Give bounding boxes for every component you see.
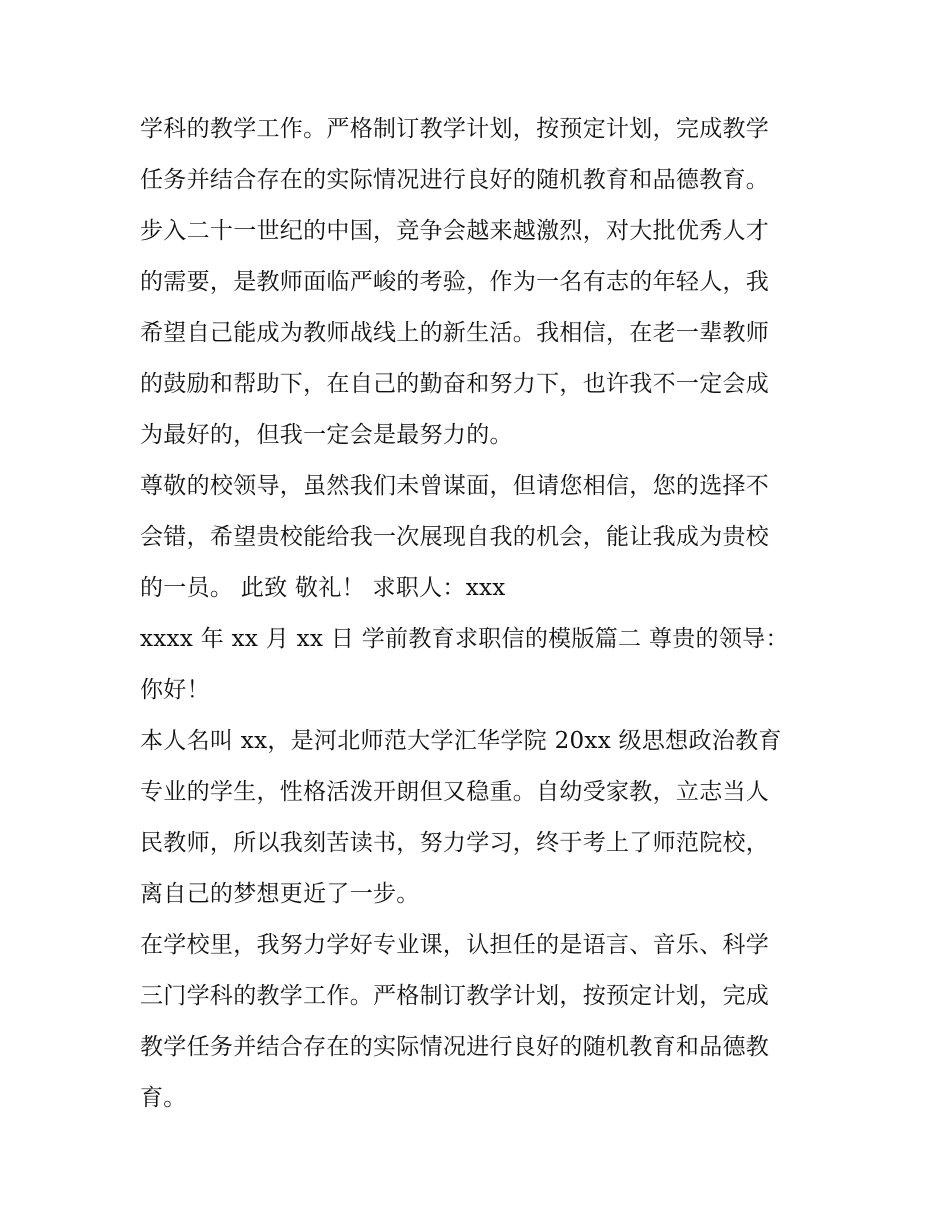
text-line: 的一员。 此致 敬礼！ 求职人：xxx [140, 575, 506, 601]
text-line: 的鼓励和帮助下，在自己的勤奋和努力下，也许我不一定会成 [140, 371, 770, 397]
text-line: 教学任务并结合存在的实际情况进行良好的随机教育和品德教 [140, 1034, 770, 1060]
text-line: xxxx 年 xx 月 xx 日 学前教育求职信的模版篇二 尊贵的领导： [140, 626, 789, 652]
text-line: 你好！ [140, 677, 210, 703]
text-line: 在学校里，我努力学好专业课，认担任的是语言、音乐、科学 [140, 932, 770, 958]
text-line: 步入二十一世纪的中国，竞争会越来越激烈，对大批优秀人才 [140, 218, 770, 244]
text-line: 希望自己能成为教师战线上的新生活。我相信，在老一辈教师 [140, 320, 770, 346]
text-line: 民教师，所以我刻苦读书，努力学习，终于考上了师范院校， [140, 830, 770, 856]
text-line: 离自己的梦想更近了一步。 [140, 881, 420, 907]
text-line: 专业的学生，性格活泼开朗但又稳重。自幼受家教，立志当人 [140, 779, 770, 805]
text-line: 为最好的，但我一定会是最努力的。 [140, 422, 513, 448]
text-line: 三门学科的教学工作。严格制订教学计划，按预定计划，完成 [140, 983, 770, 1009]
document-body [140, 104, 820, 1124]
text-line: 会错，希望贵校能给我一次展现自我的机会，能让我成为贵校 [140, 524, 770, 550]
text-line: 本人名叫 xx，是河北师范大学汇华学院 20xx 级思想政治教育 [140, 728, 782, 754]
text-line: 的需要，是教师面临严峻的考验，作为一名有志的年轻人，我 [140, 269, 770, 295]
text-line: 尊敬的校领导，虽然我们未曾谋面，但请您相信，您的选择不 [140, 473, 770, 499]
text-line: 任务并结合存在的实际情况进行良好的随机教育和品德教育。 [140, 167, 770, 193]
text-line: 育。 [140, 1085, 187, 1111]
text-line: 学科的教学工作。严格制订教学计划，按预定计划，完成教学 [140, 116, 770, 142]
